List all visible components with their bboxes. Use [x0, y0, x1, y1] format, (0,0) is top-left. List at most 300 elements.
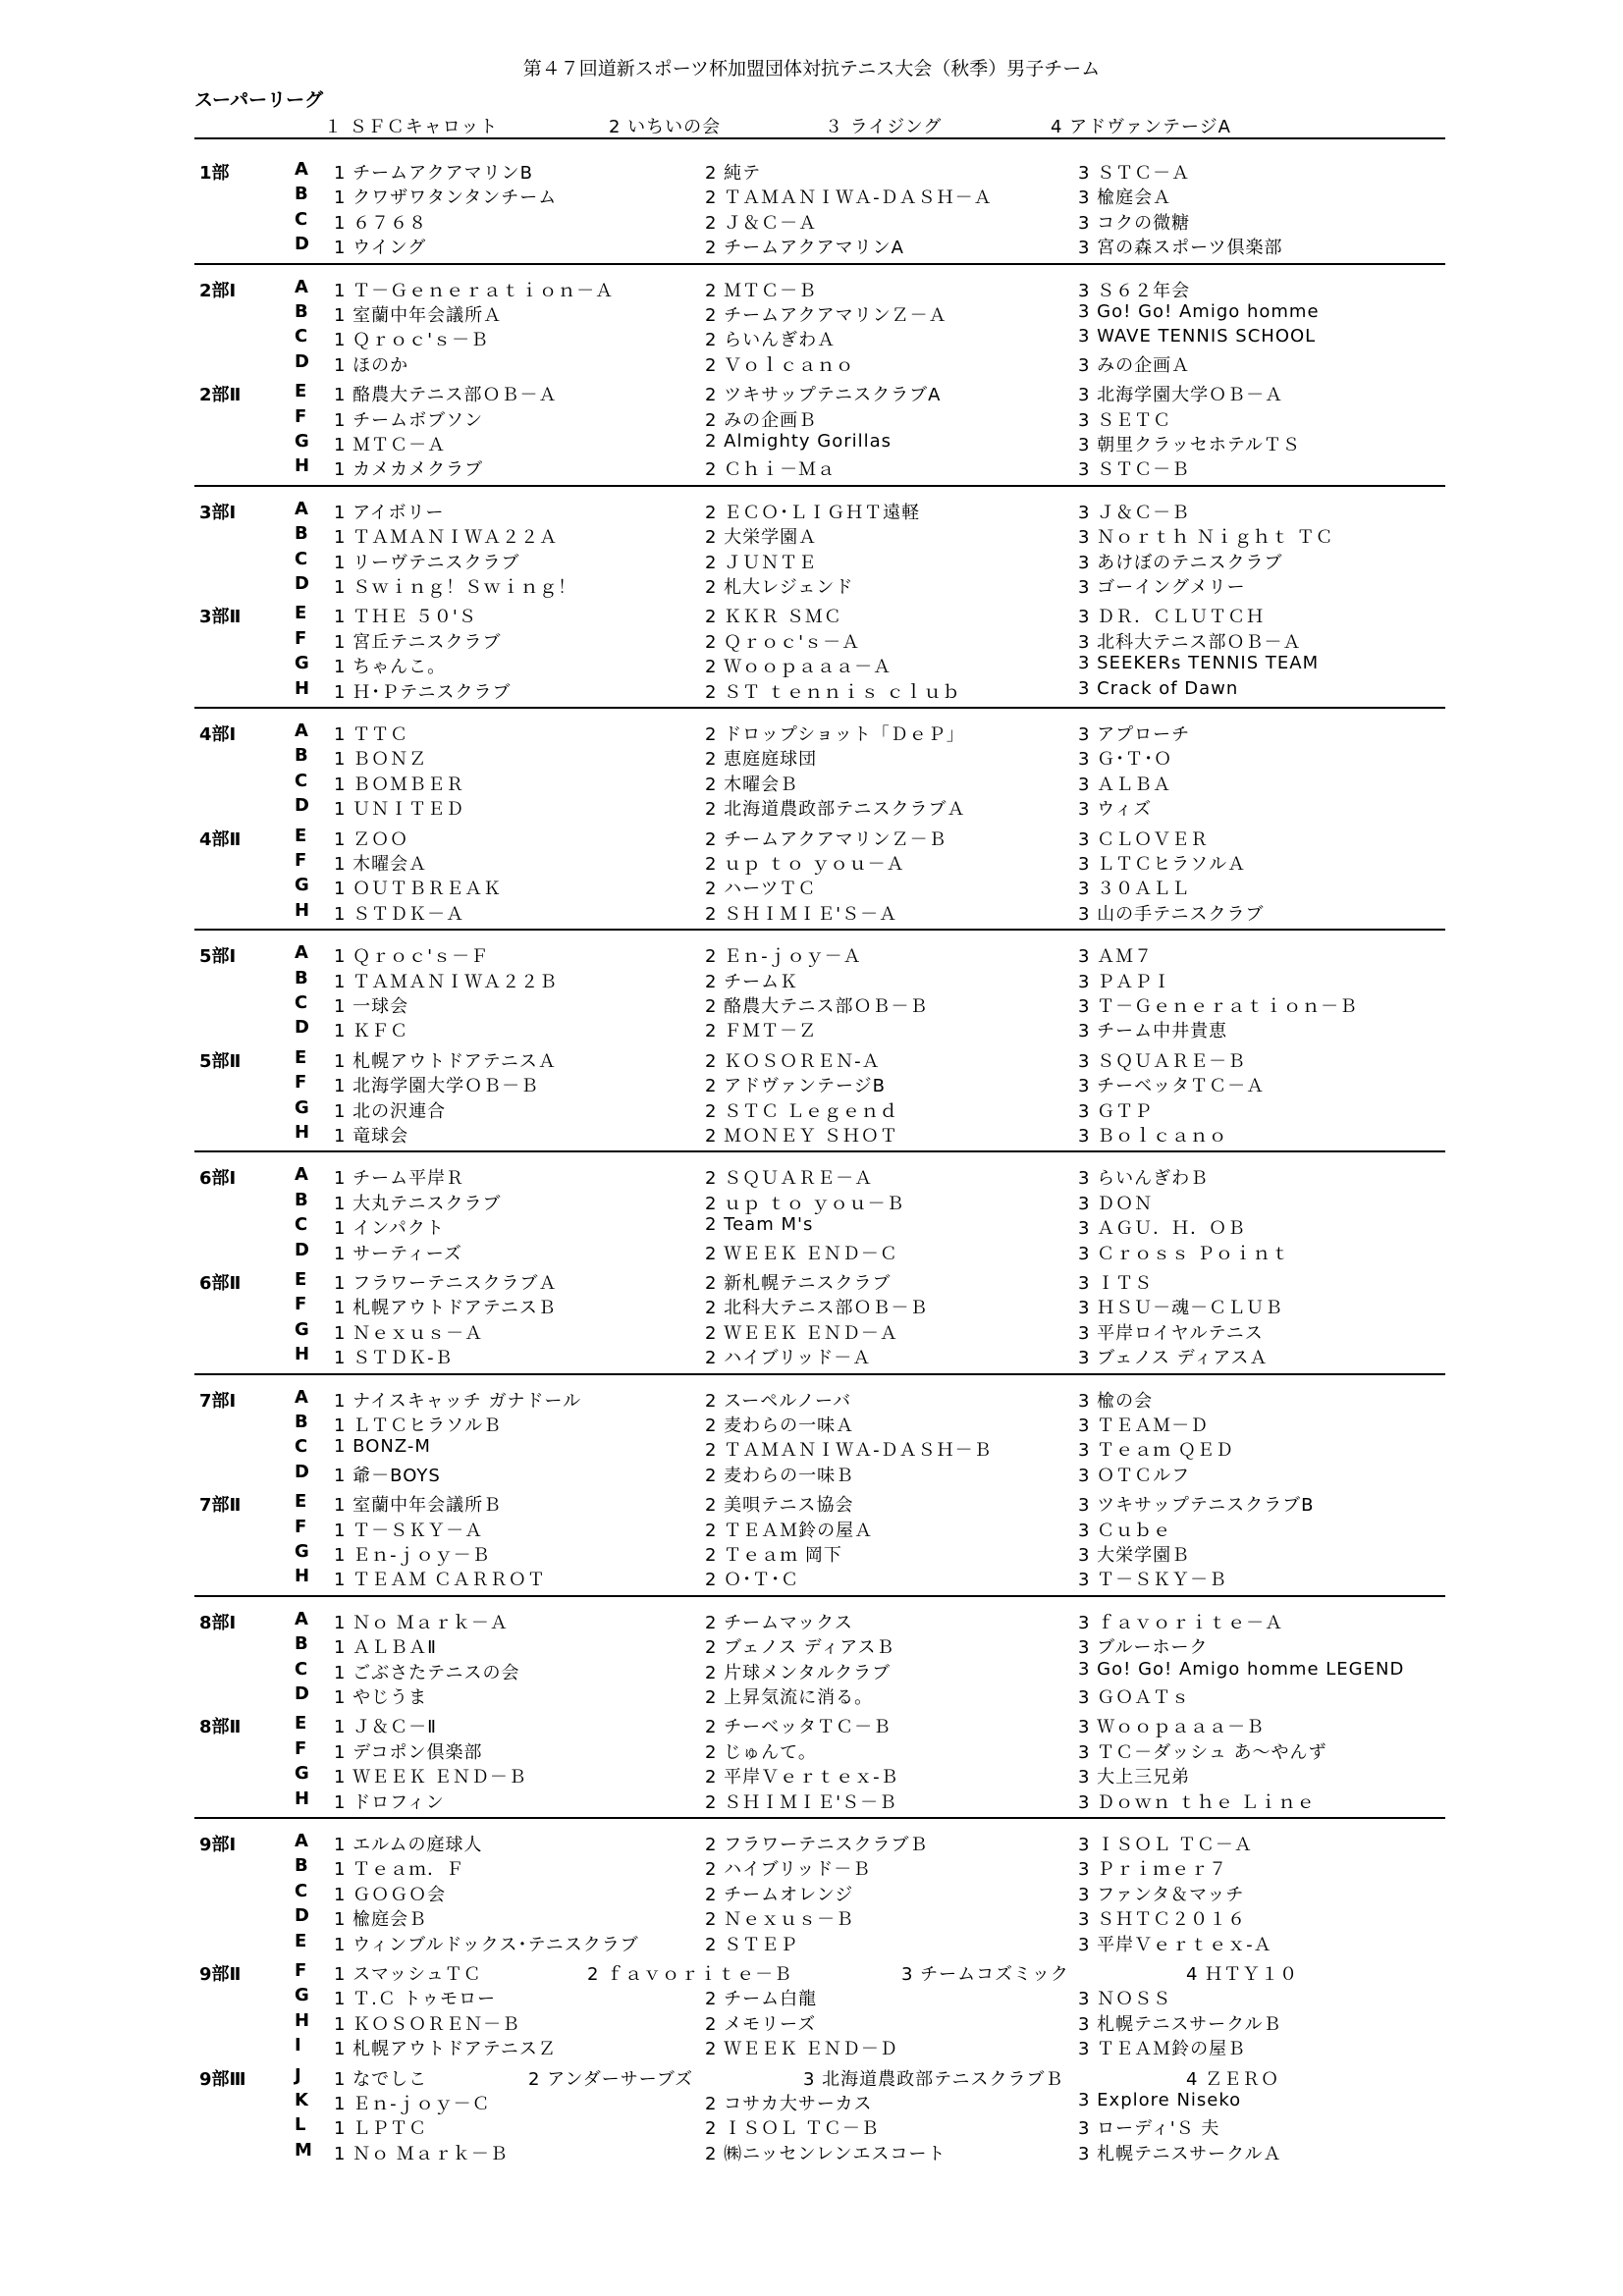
division-label: 5部Ⅱ — [199, 1050, 242, 1072]
team-2: 2 Ｗｏｏｐａａａ－Ａ — [705, 657, 893, 678]
division-label: 3部Ⅰ — [199, 502, 237, 523]
team-1: 1 ＢＯＮＺ — [334, 749, 428, 771]
team-3: 3 朝里クラッセホテルＴＳ — [1078, 435, 1301, 455]
team-3: 3 Ｗｏｏｐａａａ－Ｂ — [1078, 1717, 1266, 1738]
team-3: 3 北海学園大学ＯＢ－Ａ — [1078, 385, 1284, 406]
group-letter: C — [295, 1214, 309, 1236]
group-row — [0, 1047, 1623, 1071]
team-4: 4 ＺＥＲＯ — [1186, 2068, 1280, 2090]
team-2: 2 Ｖｏｌｃａｎｏ — [705, 354, 855, 376]
team-3: 3 Ｔ－ＳＫＹ－Ｂ — [1078, 1570, 1228, 1591]
team-2: 2 ｕｐ ｔｏ ｙｏｕ－Ｂ — [705, 1193, 905, 1214]
group-letter: D — [295, 1905, 310, 1927]
division-label: 2部Ⅰ — [199, 280, 237, 301]
super-league-team: ３ ライジング — [825, 117, 943, 137]
group-letter: B — [295, 1633, 309, 1655]
team-2: 2 ＭＯＮＥＹ ＳＨＯＴ — [705, 1126, 898, 1147]
team-3: 3 チーベッタＴＣ－Ａ — [1078, 1076, 1266, 1097]
team-2: 2 ＴＡＭＡＮＩＷＡ-ＤＡＳＨ－Ｂ — [705, 1440, 993, 1462]
group-letter: C — [295, 326, 309, 347]
group-letter: D — [295, 1239, 310, 1260]
team-3: 3 ＳＴＣ－Ｂ — [1078, 459, 1191, 481]
team-1: 1 Ｈ･Ｐテニスクラブ — [334, 681, 512, 703]
team-3: 3 アプローチ — [1078, 724, 1191, 745]
team-1: 1 ＬＰＴＣ — [334, 2118, 428, 2140]
team-3: 3 ブルーホーク — [1078, 1637, 1209, 1659]
team-1: 1 Ｔｅａｍ．Ｆ — [334, 1859, 465, 1881]
division-label: 5部Ⅰ — [199, 946, 237, 968]
group-row — [0, 628, 1623, 652]
section-divider — [194, 485, 1445, 487]
group-letter: G — [295, 1763, 310, 1785]
group-row — [0, 1789, 1623, 1812]
group-letter: G — [295, 653, 310, 674]
division-label: 9部Ⅲ — [199, 2068, 246, 2090]
team-2: 2 ＴＥＡＭ鈴の屋Ａ — [705, 1520, 874, 1541]
team-3: 3 Ｊ＆Ｃ－Ｂ — [1078, 502, 1191, 523]
group-letter: H — [295, 1122, 311, 1143]
team-3: 3 平岸ロイヤルテニス — [1078, 1322, 1264, 1344]
team-2: 2 アンダーサーブズ — [528, 2068, 694, 2090]
team-3: 3 ＬＴＣヒラソルＡ — [1078, 854, 1247, 875]
team-2: 2 平岸Ｖｅｒｔｅｘ-Ｂ — [705, 1767, 899, 1789]
team-1: 1 室蘭中年会議所Ａ — [334, 305, 503, 326]
group-letter: A — [295, 942, 309, 964]
group-row — [0, 1633, 1623, 1657]
team-2: 2 ブェノス ディアスＢ — [705, 1637, 895, 1659]
group-row — [0, 549, 1623, 572]
team-2: 2 ＳＨＩＭＩＥ'Ｓ－Ａ — [705, 903, 898, 925]
team-1: 1 ＴＡＭＡＮＩＷＡ２２Ｂ — [334, 971, 559, 992]
group-row — [0, 1931, 1623, 1954]
team-3: 3 大上三兄弟 — [1078, 1767, 1191, 1789]
team-1: 1 ＺＯＯ — [334, 828, 409, 850]
group-row — [0, 184, 1623, 207]
group-letter: H — [295, 1344, 311, 1365]
team-1: 1 Ｔ.Ｃ トゥモロー — [334, 1989, 497, 2010]
team-1: 1 サーティーズ — [334, 1243, 462, 1264]
division-label: 9部Ⅱ — [199, 1964, 242, 1985]
group-row — [0, 721, 1623, 744]
group-row — [0, 992, 1623, 1016]
team-2: 2 らいんぎわＡ — [705, 330, 837, 351]
team-3: 3 ゴーイングメリー — [1078, 577, 1246, 598]
team-1: 1 爺－BOYS — [334, 1465, 441, 1486]
team-1: 1 楡庭会Ｂ — [334, 1909, 428, 1931]
team-3: 3 大栄学園Ｂ — [1078, 1545, 1191, 1566]
division-label: 4部Ⅱ — [199, 828, 242, 850]
team-3: 3 ＴＣ－ダッシュ あ～やんず — [1078, 1741, 1327, 1763]
team-1: 1 ＷＥＥＫ ＥＮＤ－Ｂ — [334, 1767, 527, 1789]
group-letter: B — [295, 301, 309, 322]
team-3: 3 Ｃｒｏｓｓ Ｐｏｉｎｔ — [1078, 1243, 1290, 1264]
super-league-label: スーパーリーグ — [194, 89, 324, 111]
team-2: 2 ＳＴＣ Ｌｅｇｅｎｄ — [705, 1100, 898, 1122]
team-3: 3 ウィズ — [1078, 799, 1153, 821]
team-2: 2 麦わらの一味Ａ — [705, 1415, 855, 1436]
group-letter: E — [295, 825, 308, 846]
group-row — [0, 159, 1623, 183]
team-1: 1 ＳＴＤＫ-Ｂ — [334, 1348, 454, 1369]
team-3: 3 SEEKERs TENNIS TEAM — [1078, 653, 1320, 674]
team-1: 1 BONZ-M — [334, 1436, 431, 1458]
team-3: 3 ＨＳＵ－魂－ＣＬＵＢ — [1078, 1298, 1284, 1319]
team-2: 2 ドロップショット「ＤｅＰ」 — [705, 724, 965, 745]
group-letter: E — [295, 1713, 308, 1735]
team-3: 3 ＧＯＡＴｓ — [1078, 1687, 1191, 1708]
division-label: 1部 — [199, 163, 230, 184]
team-2: 2 じゅんて。 — [705, 1741, 817, 1763]
team-2: 2 ＫＫＲ ＳＭＣ — [705, 607, 842, 628]
team-1: 1 ＵＮＩＴＥＤ — [334, 799, 465, 821]
group-letter: D — [295, 1683, 310, 1704]
team-2: 2 ハイブリッド－Ａ — [705, 1348, 872, 1369]
team-1: 1 一球会 — [334, 996, 409, 1017]
group-row — [0, 1190, 1623, 1213]
team-4: 4 ＨＴＹ１０ — [1186, 1964, 1299, 1985]
team-3: 3 ｆａｖｏｒｉｔｅ－Ａ — [1078, 1612, 1284, 1633]
team-2: 2 恵庭庭球団 — [705, 749, 818, 771]
group-row — [0, 1855, 1623, 1879]
team-2: 2 Ｃｈｉ－Ｍａ — [705, 459, 837, 481]
group-letter: E — [295, 1269, 308, 1290]
team-1: 1 ６７６８ — [334, 212, 428, 234]
group-letter: E — [295, 1930, 308, 1951]
group-letter: D — [295, 573, 310, 594]
division-label: 8部Ⅱ — [199, 1717, 242, 1738]
group-letter: D — [295, 1017, 310, 1039]
group-row — [0, 850, 1623, 874]
group-row — [0, 499, 1623, 522]
group-letter: A — [295, 1164, 309, 1186]
section-divider — [194, 1373, 1445, 1375]
group-row — [0, 1609, 1623, 1632]
team-2: 2 Almighty Gorillas — [705, 431, 893, 452]
team-1: 1 エルムの庭球人 — [334, 1835, 483, 1855]
group-row — [0, 573, 1623, 597]
team-2: 2 Ｔｅａｍ 岡下 — [705, 1545, 842, 1566]
team-1: 1 チームボブソン — [334, 409, 484, 431]
group-letter: F — [295, 1072, 308, 1094]
group-letter: H — [295, 899, 311, 921]
team-1: 1 Ｊ＆Ｃ－Ⅱ — [334, 1717, 438, 1738]
team-1: 1 Ｓｗｉｎｇ！Ｓｗｉｎｇ！ — [334, 577, 577, 598]
super-league-team: 2 いちいの会 — [609, 117, 722, 137]
team-1: 1 ＴＡＭＡＮＩＷＡ２２Ａ — [334, 527, 559, 549]
team-2: 2 新札幌テニスクラブ — [705, 1273, 892, 1294]
team-1: 1 クワザワタンタンチーム — [334, 187, 558, 209]
team-2: 2 ハイブリッド－Ｂ — [705, 1859, 872, 1881]
group-letter: E — [295, 1491, 308, 1513]
team-1: 1 ナイスキャッチ ガナドール — [334, 1390, 582, 1412]
group-row — [0, 1713, 1623, 1736]
team-3: 3 ＴＥＡＭ鈴の屋Ｂ — [1078, 2039, 1247, 2060]
section-divider — [194, 929, 1445, 931]
team-2: 2 みの企画Ｂ — [705, 409, 818, 431]
group-letter: A — [295, 498, 309, 519]
group-row — [0, 678, 1623, 702]
team-2: 2 ＳＨＩＭＩＥ'Ｓ－Ｂ — [705, 1791, 898, 1813]
group-letter: A — [295, 1608, 309, 1629]
team-3: 3 ＡＭ７ — [1078, 946, 1154, 968]
team-1: 1 アイボリー — [334, 502, 445, 523]
team-2: 2 ＳＱＵＡＲＥ－Ａ — [705, 1168, 874, 1190]
team-3: 3 ＧＴＰ — [1078, 1100, 1154, 1122]
team-1: 1 ＬＴＣヒラソルＢ — [334, 1415, 503, 1436]
group-letter: E — [295, 603, 308, 624]
team-1: 1 Ｎｏ Ｍａｒｋ－Ｂ — [334, 2143, 509, 2164]
section-divider — [194, 137, 1445, 139]
team-2: 2 ＪＵＮＴＥ — [705, 552, 818, 573]
team-3: 3 ３０ＡＬＬ — [1078, 879, 1191, 900]
division-label: 3部Ⅱ — [199, 607, 242, 628]
division-label: 6部Ⅱ — [199, 1273, 242, 1294]
team-3: 3 チームコズミック — [901, 1964, 1069, 1985]
team-3: 3 ＩＳＯＬ ＴＣ－Ａ — [1078, 1835, 1253, 1855]
team-3: 3 Ｂｏｌｃａｎｏ — [1078, 1126, 1228, 1147]
team-1: 1 ＴＨＥ ５０'Ｓ — [334, 607, 477, 628]
team-3: 3 ＳＱＵＡＲＥ－Ｂ — [1078, 1050, 1247, 1072]
team-3: 3 Ｔｅａｍ ＱＥＤ — [1078, 1440, 1234, 1462]
group-row — [0, 875, 1623, 898]
group-letter: F — [295, 1960, 308, 1981]
team-1: 1 Ｔ－Ｇｅｎｅｒａｔｉｏｎ－Ａ — [334, 280, 615, 301]
group-letter: B — [295, 184, 309, 205]
group-row — [0, 2035, 1623, 2058]
group-letter: D — [295, 1461, 310, 1482]
group-letter: G — [295, 1318, 310, 1340]
team-2: 2 チームアクアマリンA — [705, 238, 904, 259]
group-letter: E — [295, 381, 308, 402]
group-row — [0, 523, 1623, 547]
team-3: 3 ＮＯＳＳ — [1078, 1989, 1172, 2010]
page-title: 第４７回道新スポーツ杯加盟団体対抗テニス大会（秋季）男子チーム — [522, 58, 1101, 80]
group-letter: C — [295, 548, 309, 569]
team-2: 2 ＷＥＥＫ ＥＮＤ－Ａ — [705, 1322, 898, 1344]
team-3: 3 ＩＴＳ — [1078, 1273, 1154, 1294]
team-2: 2 美唄テニス協会 — [705, 1495, 854, 1517]
team-2: 2 チームアクアマリンＺ－Ａ — [705, 305, 947, 326]
team-1: 1 Ｅｎ-ｊｏｙ－Ｂ — [334, 1545, 491, 1566]
team-3: 3 山の手テニスクラブ — [1078, 903, 1265, 925]
team-3: 3 ＳＴＣ－Ａ — [1078, 163, 1191, 184]
team-1: 1 Ｅｎ-ｊｏｙ－Ｃ — [334, 2094, 491, 2114]
section-divider — [194, 1817, 1445, 1819]
team-2: 2 ｕｐ ｔｏ ｙｏｕ－Ａ — [705, 854, 905, 875]
team-3: 3 Go! Go! Amigo homme — [1078, 301, 1320, 322]
team-1: 1 デコポン倶楽部 — [334, 1741, 483, 1763]
section-divider — [194, 1150, 1445, 1152]
team-2: 2 ツキサップテニスクラブA — [705, 385, 942, 406]
team-1: 1 竜球会 — [334, 1126, 409, 1147]
team-3: 3 ＴＥＡＭ－Ｄ — [1078, 1415, 1210, 1436]
group-letter: H — [295, 2009, 311, 2031]
team-2: 2 札大レジェンド — [705, 577, 854, 598]
group-row — [0, 1072, 1623, 1095]
team-1: 1 Ｔ－ＳＫＹ－Ａ — [334, 1520, 484, 1541]
group-row — [0, 406, 1623, 430]
team-2: 2 大栄学園Ａ — [705, 527, 818, 549]
group-row — [0, 381, 1623, 404]
group-row — [0, 1269, 1623, 1293]
group-letter: J — [295, 2064, 302, 2086]
group-letter: H — [295, 455, 311, 477]
group-row — [0, 653, 1623, 676]
team-3: 3 コクの微糖 — [1078, 212, 1191, 234]
team-3: 3 ツキサップテニスクラブB — [1078, 1495, 1315, 1517]
team-2: 2 チームＫ — [705, 971, 799, 992]
group-letter: G — [295, 1985, 310, 2006]
team-3: 3 Ｎｏｒｔｈ Ｎｉｇｈｔ ＴＣ — [1078, 527, 1334, 549]
section-divider — [194, 1595, 1445, 1597]
team-3: 3 Ｐｒｉｍｅｒ７ — [1078, 1859, 1228, 1881]
team-1: 1 ＢＯＭＢＥＲ — [334, 774, 465, 795]
team-1: 1 札幌アウトドアテニスＡ — [334, 1050, 557, 1072]
division-label: 4部Ⅰ — [199, 724, 237, 745]
group-row — [0, 795, 1623, 819]
team-2: 2 ハーツＴＣ — [705, 879, 817, 900]
group-row — [0, 1462, 1623, 1485]
group-row — [0, 301, 1623, 325]
group-row — [0, 1763, 1623, 1787]
group-letter: M — [295, 2139, 313, 2161]
group-letter: D — [295, 795, 310, 817]
team-3: 3 北海道農政部テニスクラブＢ — [803, 2068, 1064, 2090]
group-row — [0, 603, 1623, 626]
team-3: 3 Go! Go! Amigo homme LEGEND — [1078, 1658, 1405, 1680]
team-2: 2 コサカ大サーカス — [705, 2094, 873, 2114]
group-letter: D — [295, 350, 310, 372]
team-2: 2 チームオレンジ — [705, 1884, 854, 1905]
group-letter: B — [295, 1412, 309, 1432]
group-letter: A — [295, 1831, 309, 1851]
group-row — [0, 900, 1623, 924]
group-row — [0, 1319, 1623, 1343]
group-letter: H — [295, 1566, 311, 1587]
team-2: 2 チーム白龍 — [705, 1989, 818, 2010]
group-row — [0, 1905, 1623, 1929]
team-2: 2 ＫＯＳＯＲＥＮ-Ａ — [705, 1050, 881, 1072]
group-letter: C — [295, 208, 309, 230]
group-row — [0, 1412, 1623, 1435]
team-2: 2 ＩＳＯＬ ＴＣ－Ｂ — [705, 2118, 880, 2140]
team-3: 3 ＯＴＣルフ — [1078, 1465, 1191, 1486]
group-letter: H — [295, 677, 311, 699]
team-3: 3 Ｄｏｗｎ ｔｈｅ Ｌｉｎｅ — [1078, 1791, 1316, 1813]
team-3: 3 らいんぎわＢ — [1078, 1168, 1210, 1190]
group-row — [0, 1344, 1623, 1367]
team-1: 1 ＧＯＧＯ会 — [334, 1884, 447, 1905]
team-3: 3 ＤＲ．ＣＬＵＴＣＨ — [1078, 607, 1266, 628]
team-1: 1 カメカメクラブ — [334, 459, 484, 481]
team-1: 1 フラワーテニスクラブＡ — [334, 1273, 558, 1294]
group-row — [0, 1164, 1623, 1188]
group-row — [0, 1294, 1623, 1317]
team-1: 1 Ｎｅｘｕｓ－Ａ — [334, 1322, 484, 1344]
group-letter: A — [295, 721, 309, 741]
team-1: 1 リーヴテニスクラブ — [334, 552, 520, 573]
team-1: 1 チームアクアマリンB — [334, 163, 533, 184]
team-1: 1 ＴＴＣ — [334, 724, 409, 745]
team-2: 2 ＥＣＯ･ＬＩＧＨＴ遠軽 — [705, 502, 921, 523]
team-1: 1 ごぶさたテニスの会 — [334, 1662, 520, 1683]
group-row — [0, 968, 1623, 991]
team-3: 3 Explore Niseko — [1078, 2090, 1242, 2110]
team-2: 2 ＷＥＥＫ ＥＮＤ－Ｄ — [705, 2039, 898, 2060]
group-row — [0, 1122, 1623, 1146]
team-3: 3 楡の会 — [1078, 1390, 1154, 1412]
team-2: 2 麦わらの一味Ｂ — [705, 1465, 855, 1486]
team-1: 1 やじうま — [334, 1687, 428, 1708]
team-2: 2 純テ — [705, 163, 762, 184]
group-letter: F — [295, 1516, 308, 1537]
team-1: 1 Ｑｒｏｃ'ｓ－Ｂ — [334, 330, 490, 351]
team-3: 3 ＤＯＮ — [1078, 1193, 1154, 1214]
group-letter: G — [295, 875, 310, 896]
team-2: 2 片球メンタルクラブ — [705, 1662, 892, 1683]
team-1: 1 ドロフィン — [334, 1791, 445, 1813]
team-1: 1 チーム平岸Ｒ — [334, 1168, 465, 1190]
group-letter: A — [295, 159, 309, 180]
group-row — [0, 1738, 1623, 1762]
group-row — [0, 1566, 1623, 1589]
team-1: 1 ＴＥＡＭ ＣＡＲＲＯＴ — [334, 1570, 546, 1591]
group-letter: F — [295, 850, 308, 871]
group-letter: F — [295, 1294, 308, 1315]
group-row — [0, 745, 1623, 769]
group-row — [0, 1881, 1623, 1904]
team-2: 2 スーペルノーバ — [705, 1390, 852, 1412]
group-row — [0, 1097, 1623, 1121]
team-1: 1 ＫＯＳＯＲＥＮ－Ｂ — [334, 2013, 521, 2035]
team-1: 1 ウィンブルドックス･テニスクラブ — [334, 1934, 639, 1955]
team-2: 2 メモリーズ — [705, 2013, 817, 2035]
super-league-team: 4 アドヴァンテージA — [1051, 117, 1231, 137]
group-row — [0, 1831, 1623, 1854]
group-letter: A — [295, 1386, 309, 1408]
group-letter: C — [295, 1658, 309, 1680]
team-3: 3 宮の森スポーツ倶楽部 — [1078, 238, 1283, 259]
group-letter: A — [295, 276, 309, 297]
group-row — [0, 1960, 1623, 1984]
group-row — [0, 1491, 1623, 1515]
team-2: 2 木曜会Ｂ — [705, 774, 799, 795]
division-label: 9部Ⅰ — [199, 1835, 237, 1855]
team-1: 1 木曜会Ａ — [334, 854, 428, 875]
team-1: 1 ＫＦＣ — [334, 1021, 409, 1042]
team-2: 2 Ｏ･Ｔ･Ｃ — [705, 1570, 800, 1591]
division-label: 6部Ⅰ — [199, 1168, 237, 1190]
division-label: 7部Ⅱ — [199, 1495, 242, 1517]
group-row — [0, 1659, 1623, 1682]
group-letter: L — [295, 2114, 307, 2136]
team-2: 2 Ｊ＆Ｃ－Ａ — [705, 212, 818, 234]
team-3: 3 Ｔ－Ｇｅｎｅｒａｔｉｏｎ－Ｂ — [1078, 996, 1359, 1017]
team-3: 3 Ｇ･Ｔ･Ｏ — [1078, 749, 1173, 771]
group-letter: E — [295, 1046, 308, 1068]
team-3: 3 ＣＬＯＶＥＲ — [1078, 828, 1210, 850]
group-letter: G — [295, 1541, 310, 1562]
team-3: 3 ブェノス ディアスＡ — [1078, 1348, 1269, 1369]
group-row — [0, 1214, 1623, 1238]
team-1: 1 札幌アウトドアテニスＢ — [334, 1298, 557, 1319]
team-2: 2 チームアクアマリンＺ－Ｂ — [705, 828, 947, 850]
team-2: 2 ＴＡＭＡＮＩＷＡ-ＤＡＳＨ－Ａ — [705, 187, 993, 209]
group-row — [0, 431, 1623, 454]
team-2: 2 アドヴァンテージB — [705, 1076, 886, 1097]
group-letter: C — [295, 770, 309, 791]
team-1: 1 札幌アウトドアテニスＺ — [334, 2039, 557, 2060]
